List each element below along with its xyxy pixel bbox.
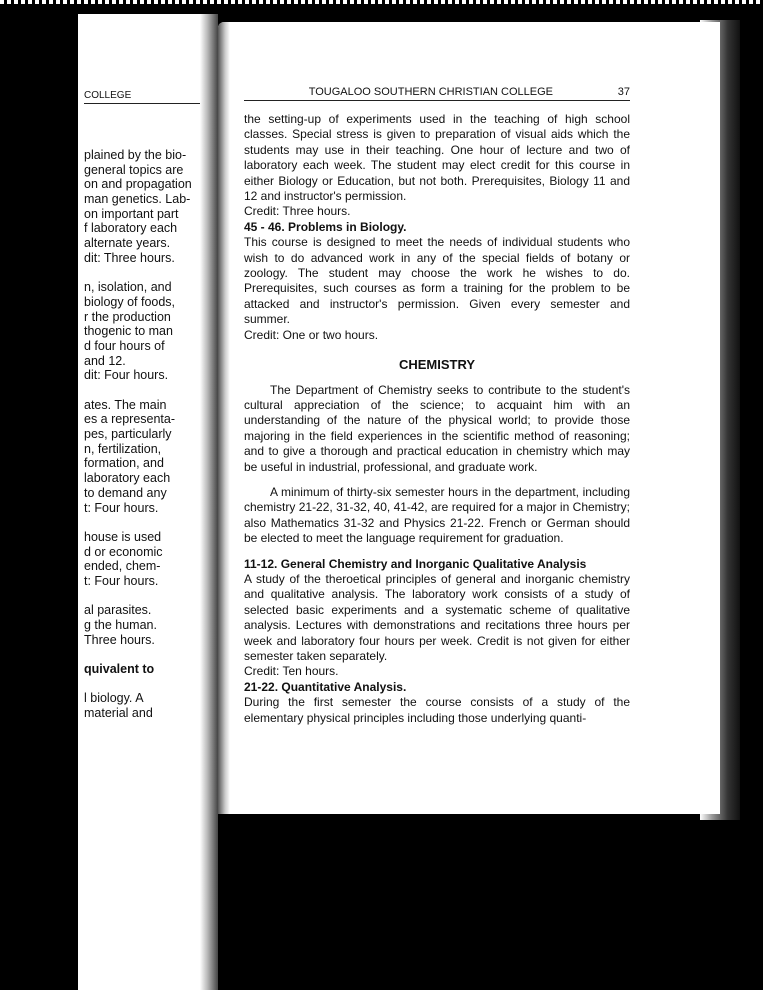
left-text-line: plained by the bio- [84, 148, 187, 162]
left-text-line: on and propagation [84, 177, 192, 192]
left-text-line: house is used [84, 529, 162, 544]
left-text-line: d or economic [84, 544, 163, 559]
course-title-21-22: 21-22. Quantitative Analysis. [244, 679, 407, 694]
left-text-line: r the production [84, 309, 171, 324]
left-text-line [84, 589, 202, 604]
course-title-45-46: 45 - 46. Problems in Biology. [244, 219, 407, 234]
left-text-line: man genetics. Lab- [84, 192, 191, 207]
course-credit-11-12: Credit: Ten hours. [244, 664, 339, 679]
left-text-line: general topics are [84, 162, 184, 177]
right-page-gutter [218, 22, 230, 814]
intro-paragraph: the setting-up of experiments used in the teaching of high school classes. Special stress is given to preparation of visual aids which the students may use in their teaching. One hour of lecture and two of laboratory each week. The student may elect credit for this course in either Biology or Education, but not both. Prerequisites, Biology 11 and 12 and instructor's permission. [244, 112, 630, 204]
left-text-line: es a representa- [84, 412, 176, 427]
left-text-line: dit: Four hours. [84, 368, 169, 383]
left-text-line: d four hours of [84, 338, 165, 353]
left-text-line: laboratory each [84, 471, 171, 486]
left-text-line: to demand any [84, 485, 167, 500]
header-title: TOUGALOO SOUTHERN CHRISTIAN COLLEGE [308, 86, 554, 98]
scan-top-edge [0, 0, 763, 4]
left-text-line: on important part [84, 206, 179, 221]
left-page [78, 14, 218, 990]
left-page-text [84, 148, 202, 721]
left-text-line: f laboratory each [84, 221, 178, 236]
left-text-line: thogenic to man [84, 324, 173, 339]
chemistry-intro-paragraph: The Department of Chemistry seeks to contribute to the student's cultural appreciation of the science; to acquaint him with an understanding of the nature of the physical world; to provide those majoring in the field experiences in the scientific method of reasoning; and to give a thorough and practical education in chemistry which may be useful in industrial, professional, and graduate work. [244, 382, 630, 474]
left-text-line [84, 515, 202, 530]
left-text-line: dit: Three hours. [84, 250, 175, 265]
course-body-21-22: During the first semester the course consists of a study of the elementary physical principles including those underlying quanti- [244, 695, 630, 725]
left-running-header: COLLEGE [84, 90, 200, 104]
left-text-line: n, isolation, and [84, 280, 172, 295]
section-title-chemistry: CHEMISTRY [398, 357, 476, 373]
left-text-line: ates. The main [84, 397, 167, 412]
running-header [244, 86, 630, 101]
chemistry-requirements-paragraph: A minimum of thirty-six semester hours in the department, including chemistry 21-22, 31-32, 40, 41-42, are required for a major in Chemistry; also Mathematics 31-32 and Physics 21-22. French or German should be elected to meet the language requirement for graduation. [244, 484, 630, 546]
left-text-line: Three hours. [84, 632, 155, 647]
course-title-11-12: 11-12. General Chemistry and Inorganic Qualitative Analysis [244, 556, 587, 571]
left-text-line [84, 266, 202, 281]
left-text-line: alternate years. [84, 236, 171, 251]
left-text-line: al parasites. [84, 603, 152, 618]
left-text-line [84, 647, 202, 662]
left-text-line: g the human. [84, 618, 157, 632]
right-page [218, 22, 720, 814]
left-text-line: pes, particularly [84, 427, 172, 442]
course-body-45-46: This course is designed to meet the needs of individual students who wish to do advanced work in any of the special fields of botany or zoology. The student may choose the work he wishes to do. Prerequisites, such courses as form a training for the problem to be attacked and instructor's permission. Given every semester and summer. [244, 235, 630, 327]
left-text-line: formation, and [84, 456, 164, 471]
course-body-11-12: A study of the theroetical principles of general and inorganic chemistry and qualitative analysis. The laboratory work consists of a study of selected basic experiments and a systematic scheme of qualitative analysis. Lectures with demonstrations and recitations three hours per week and laboratory four hours per week. Credit is not given for either semester taken separately. [244, 571, 630, 663]
course-credit-45-46: Credit: One or two hours. [244, 327, 379, 342]
page-body [244, 112, 630, 726]
intro-credit: Credit: Three hours. [244, 204, 351, 219]
left-text-line: biology of foods, [84, 294, 176, 309]
page-number: 37 [617, 86, 630, 98]
left-text-line [84, 383, 202, 398]
left-text-line: ended, chem- [84, 559, 161, 574]
left-text-line: and 12. [84, 353, 126, 368]
left-text-line [84, 677, 202, 692]
left-page-gutter [200, 14, 218, 990]
left-text-line: t: Four hours. [84, 573, 159, 588]
left-text-line: n, fertilization, [84, 441, 162, 456]
left-text-line: material and [84, 706, 153, 721]
left-text-line: l biology. A [84, 691, 144, 706]
left-text-line: quivalent to [84, 662, 155, 677]
left-text-line: t: Four hours. [84, 500, 159, 515]
